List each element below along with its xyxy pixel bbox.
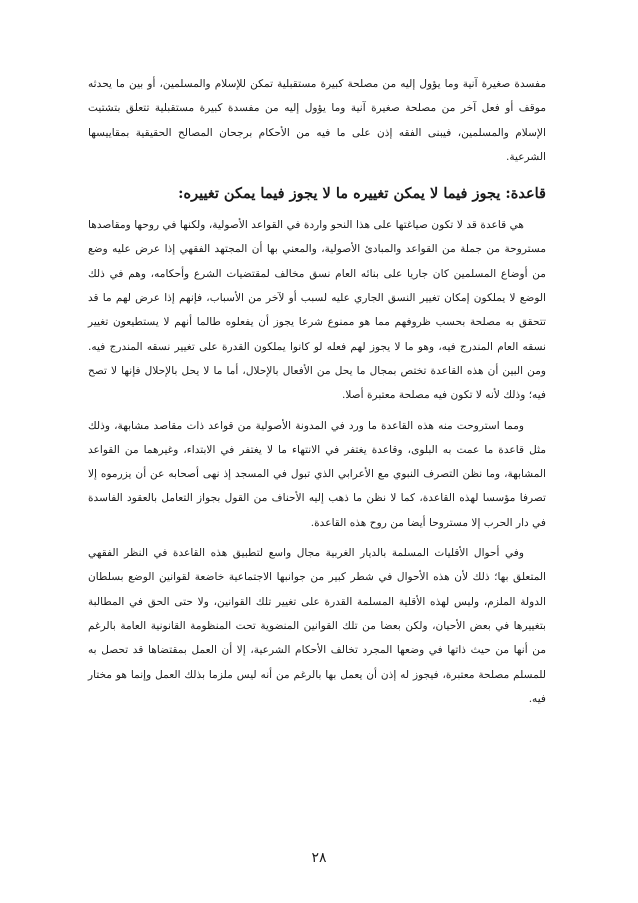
section-heading: قاعدة: يجوز فيما لا يمكن تغييره ما لا يجوز فيما يمكن تغييره: [178, 185, 546, 203]
paragraph-minorities-application: وفي أحوال الأقليات المسلمة بالديار الغربية مجال واسع لتطبيق هذه القاعدة في النظر الفقهي المتعلق بها؛ ذلك لأن هذه الأحوال في شطر كبير من جوانبها الاجتماعية خاضعة لقوانين الوضع بسلطان الدولة الملزم، وليس لهذه الأقلية المسلمة القدرة على تغيير تلك القوانين، ولا حتى الحق في المطالبة بتغييرها في بعض الأحيان، ولكن بعضا من تلك القوانين المنضوية تحت المنظومة القانونية العامة بالرغم من أنها من حيث ذاتها في وضعها المجرد تخالف الأحكام الشرعية، إلا أن العمل بمقتضاها قد تحصل به للمسلم مصلحة معتبرة، فيجوز له إذن أن يعمل بها بالرغم من أنه ليس ملزما بذلك العمل وإنما هو مختار فيه. [88, 547, 546, 705]
page-number: ٢٨ [311, 850, 327, 866]
paragraph-rule-sources: ومما استروحت منه هذه القاعدة ما ورد في المدونة الأصولية من قواعد ذات مقاصد مشابهة، وذلك مثل قاعدة ما عمت به البلوى، وقاعدة يغتفر في الانتهاء ما لا يغتفر في الابتداء، وغيرهما من القواعد المشابهة، وما نظن التصرف النبوي مع الأعرابي الذي تبول في المسجد إذ نهى أصحابه عن أن يزرموه إلا تصرفا مؤسسا لهذه القاعدة، كما لا نظن ما ذهب إليه الأحناف من القول بجواز التعامل بالعقود الفاسدة في دار الحرب إلا مستروحا أيضا من روح هذه القاعدة. [88, 419, 546, 529]
body-text [88, 72, 546, 711]
intro-paragraph: مفسدة صغيرة آنية وما يؤول إليه من مصلحة كبيرة مستقبلية تمكن للإسلام والمسلمين، أو بين ما يحدثه موقف أو فعل آخر من مصلحة صغيرة آنية وما يؤول إليه من مفسدة كبيرة مستقبلية تتعلق بتشتيت الإسلام والمسلمين، فيبنى الفقه إذن على ما فيه من الأحكام برجحان المصالح الحقيقية بمقاييسها الشرعية. [88, 78, 546, 163]
paragraph-rule-definition: هي قاعدة قد لا تكون صياغتها على هذا النحو واردة في القواعد الأصولية، ولكنها في روحها ومقاصدها مستروحة من جملة من القواعد والمبادئ الأصولية، والمعني بها أن المجتهد الفقهي إذا عرض عليه وضع من أوضاع المسلمين كان جاريا على بنائه العام نسق مخالف لمقتضيات الشرع وأحكامه، وهم في ذلك الوضع لا يملكون إمكان تغيير النسق الجاري عليه لسبب أو لآخر من الأسباب، فإنهم إذا عرض لهم ما قد تتحقق به مصلحة بحسب ظروفهم مما هو ممنوع شرعا يجوز أن يفعلوه طالما أنهم لا يستطيعون تغيير نسقه العام المندرج فيه، وهو ما لا يجوز لهم فعله لو كانوا يملكون القدرة على تغيير نسقه المندرج فيه. ومن البين أن هذه القاعدة تختص بمجال ما يحل من الأفعال بالإحلال، أما ما لا يحل بالإحلال فإنها لا تصح فيه؛ وذلك لأنه لا تكون فيه مصلحة معتبرة أصلا. [88, 219, 546, 402]
